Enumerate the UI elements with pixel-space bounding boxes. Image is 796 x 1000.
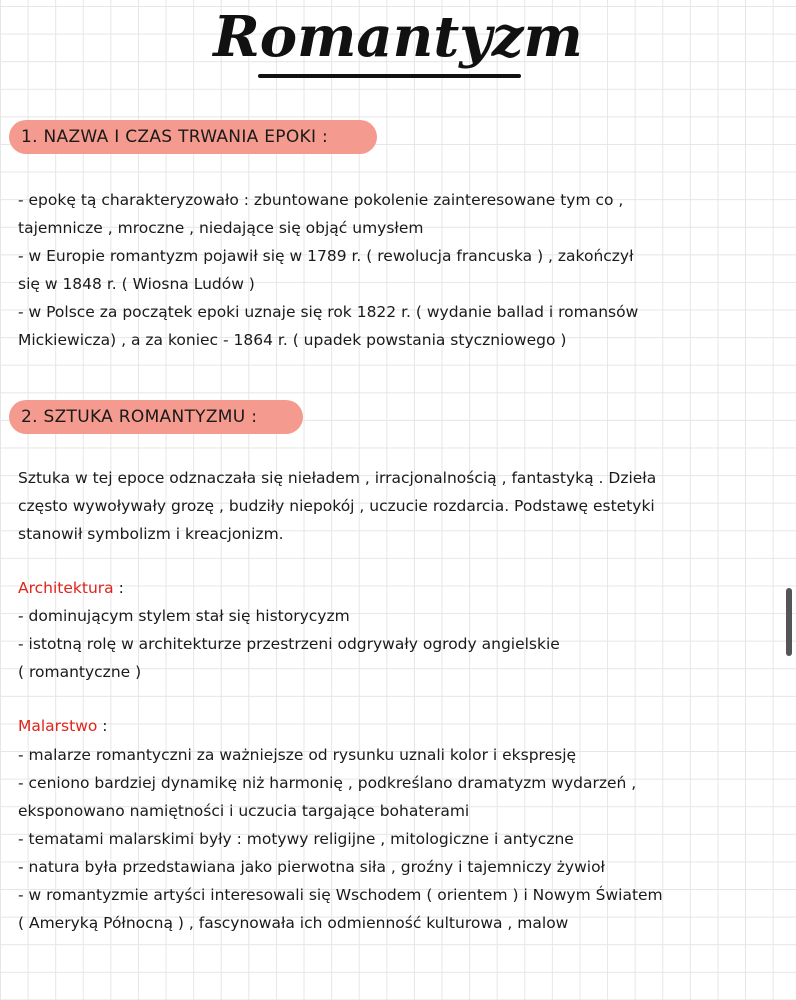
text-line: ( Ameryką Północną ) , fascynowała ich odmienność kulturowa , malow xyxy=(18,914,569,932)
text-line: Sztuka w tej epoce odznaczała się nieładem , irracjonalnością , fantastyką . Dzieła xyxy=(18,469,657,487)
text-line: - epokę tą charakteryzowało : zbuntowane pokolenie zainteresowane tym co , xyxy=(18,191,624,209)
subheading-architecture xyxy=(18,574,124,602)
text-line: - natura była przedstawiana jako pierwotna siła , groźny i tajemniczy żywioł xyxy=(18,858,605,876)
text-line: - tematami malarskimi były : motywy religijne , mitologiczne i antyczne xyxy=(18,830,574,848)
text-line: - ceniono bardziej dynamikę niż harmonię , podkreślano dramatyzm wydarzeń , xyxy=(18,774,637,792)
architecture-label: Architektura xyxy=(18,579,114,597)
text-line: tajemnicze , mroczne , niedające się objąć umysłem xyxy=(18,219,424,237)
text-line: - istotną rolę w architekturze przestrzeni odgrywały ogrody angielskie xyxy=(18,635,560,653)
title-underline xyxy=(258,74,521,78)
text-line: - w Polsce za początek epoki uznaje się rok 1822 r. ( wydanie ballad i romansów xyxy=(18,303,639,321)
page-title: Romantyzm xyxy=(213,4,583,70)
painting-label: Malarstwo xyxy=(18,717,98,735)
architecture-colon: : xyxy=(113,579,124,597)
text-line: eksponowano namiętności i uczucia targające bohaterami xyxy=(18,802,470,820)
text-line: - dominującym stylem stał się historycyzm xyxy=(18,607,350,625)
vertical-scrollbar[interactable] xyxy=(786,588,792,656)
text-line: Mickiewicza) , a za koniec - 1864 r. ( upadek powstania styczniowego ) xyxy=(18,331,567,349)
text-line: - w romantyzmie artyści interesowali się Wschodem ( orientem ) i Nowym Światem xyxy=(18,886,663,904)
section-heading-name-and-period: 1. NAZWA I CZAS TRWANIA EPOKI : xyxy=(9,120,377,154)
painting-colon: : xyxy=(97,717,108,735)
text-line: ( romantyczne ) xyxy=(18,663,142,681)
text-line: - malarze romantyczni za ważniejsze od rysunku uznali kolor i ekspresję xyxy=(18,746,577,764)
text-line: stanowił symbolizm i kreacjonizm. xyxy=(18,525,284,543)
text-line: często wywoływały grozę , budziły niepokój , uczucie rozdarcia. Podstawę estetyki xyxy=(18,497,655,515)
text-line: się w 1848 r. ( Wiosna Ludów ) xyxy=(18,275,255,293)
subheading-painting xyxy=(18,712,108,740)
text-line: - w Europie romantyzm pojawił się w 1789 r. ( rewolucja francuska ) , zakończył xyxy=(18,247,634,265)
section-heading-romantic-art: 2. SZTUKA ROMANTYZMU : xyxy=(9,400,303,434)
